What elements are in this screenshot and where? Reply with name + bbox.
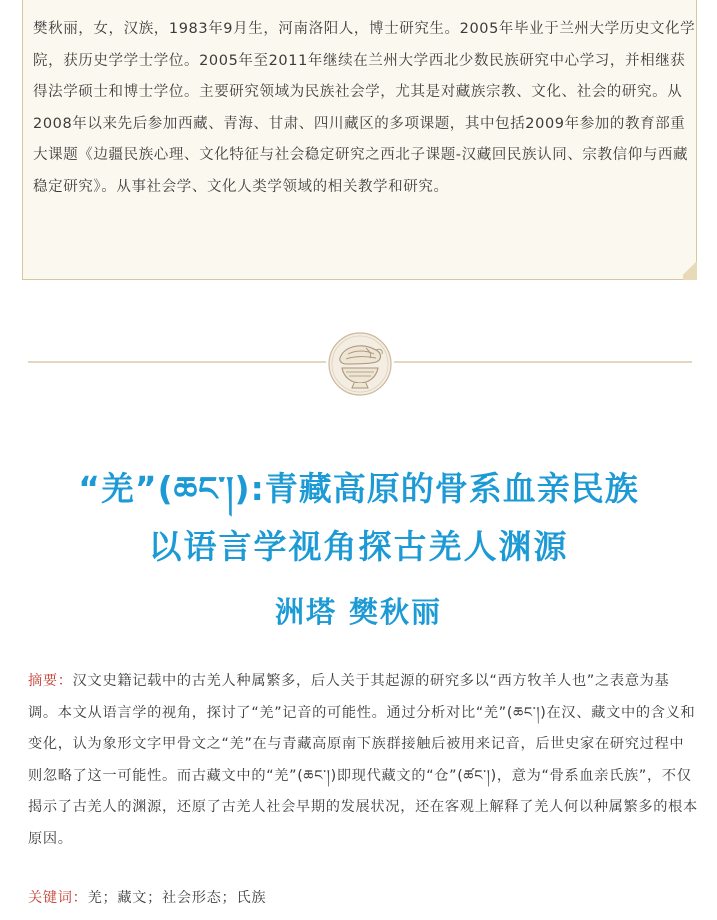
divider-line-left bbox=[28, 361, 326, 363]
divider-line-right bbox=[394, 361, 692, 363]
author-bio-text: 樊秋丽，女，汉族，1983年9月生，河南洛阳人，博士研究生。2005年毕业于兰州大学历史文化学院，获历史学学士学位。2005年至2011年继续在兰州大学西北少数民族研究中心学习，并相继获得法学硕士和博士学位。主要研究领域为民族社会学，尤其是对藏族宗教、文化、社会的研究。从2008年以来先后参加西藏、青海、甘肃、四川藏区的多项课题，其中包括2009年参加的教育部重大课题《边疆民族心理、文化特征与社会稳定研究之西北子课题-汉藏回民族认同、宗教信仰与西藏稳定研究》。从事社会学、文化人类学领域的相关教学和研究。 bbox=[33, 21, 696, 195]
keywords-text: 羌；藏文；社会形态；氏族 bbox=[87, 890, 267, 906]
article-title-line1: “羌”(ཆང་།):青藏高原的骨系血亲民族 bbox=[78, 469, 639, 508]
keywords-line bbox=[28, 883, 698, 913]
abstract-text: 汉文史籍记载中的古羌人种属繁多，后人关于其起源的研究多以“西方牧羊人也”之表意为基调。本文从语言学的视角，探讨了“羌”记音的可能性。通过分析对比“羌”(ཆང་།)在汉、藏文中的含义和变化，认为象形文字甲骨文之“羌”在与青藏高原南下族群接触后被用来记音，后世史家在研究过程中则忽略了这一可能性。而古藏文中的“羌”(ཆང་།)即现代藏文的“仓”(ཚང་།)，意为“骨系血亲氏族”，不仅揭示了古羌人的渊源，还原了古羌人社会早期的发展状况，还在客观上解释了羌人何以种属繁多的根本原因。 bbox=[28, 673, 698, 847]
bio-box-corner-fold bbox=[683, 256, 697, 280]
section-divider bbox=[28, 320, 692, 408]
article-title-line2: 以语言学视角探古羌人渊源 bbox=[148, 527, 569, 566]
abstract-label: 摘要： bbox=[28, 673, 73, 689]
abstract-paragraph bbox=[28, 666, 698, 855]
conch-shell-on-bowl-icon bbox=[326, 320, 394, 408]
author-bio-box bbox=[22, 0, 697, 280]
keywords-label: 关键词： bbox=[28, 890, 88, 906]
article-authors: 洲塔 樊秋丽 bbox=[274, 595, 443, 629]
